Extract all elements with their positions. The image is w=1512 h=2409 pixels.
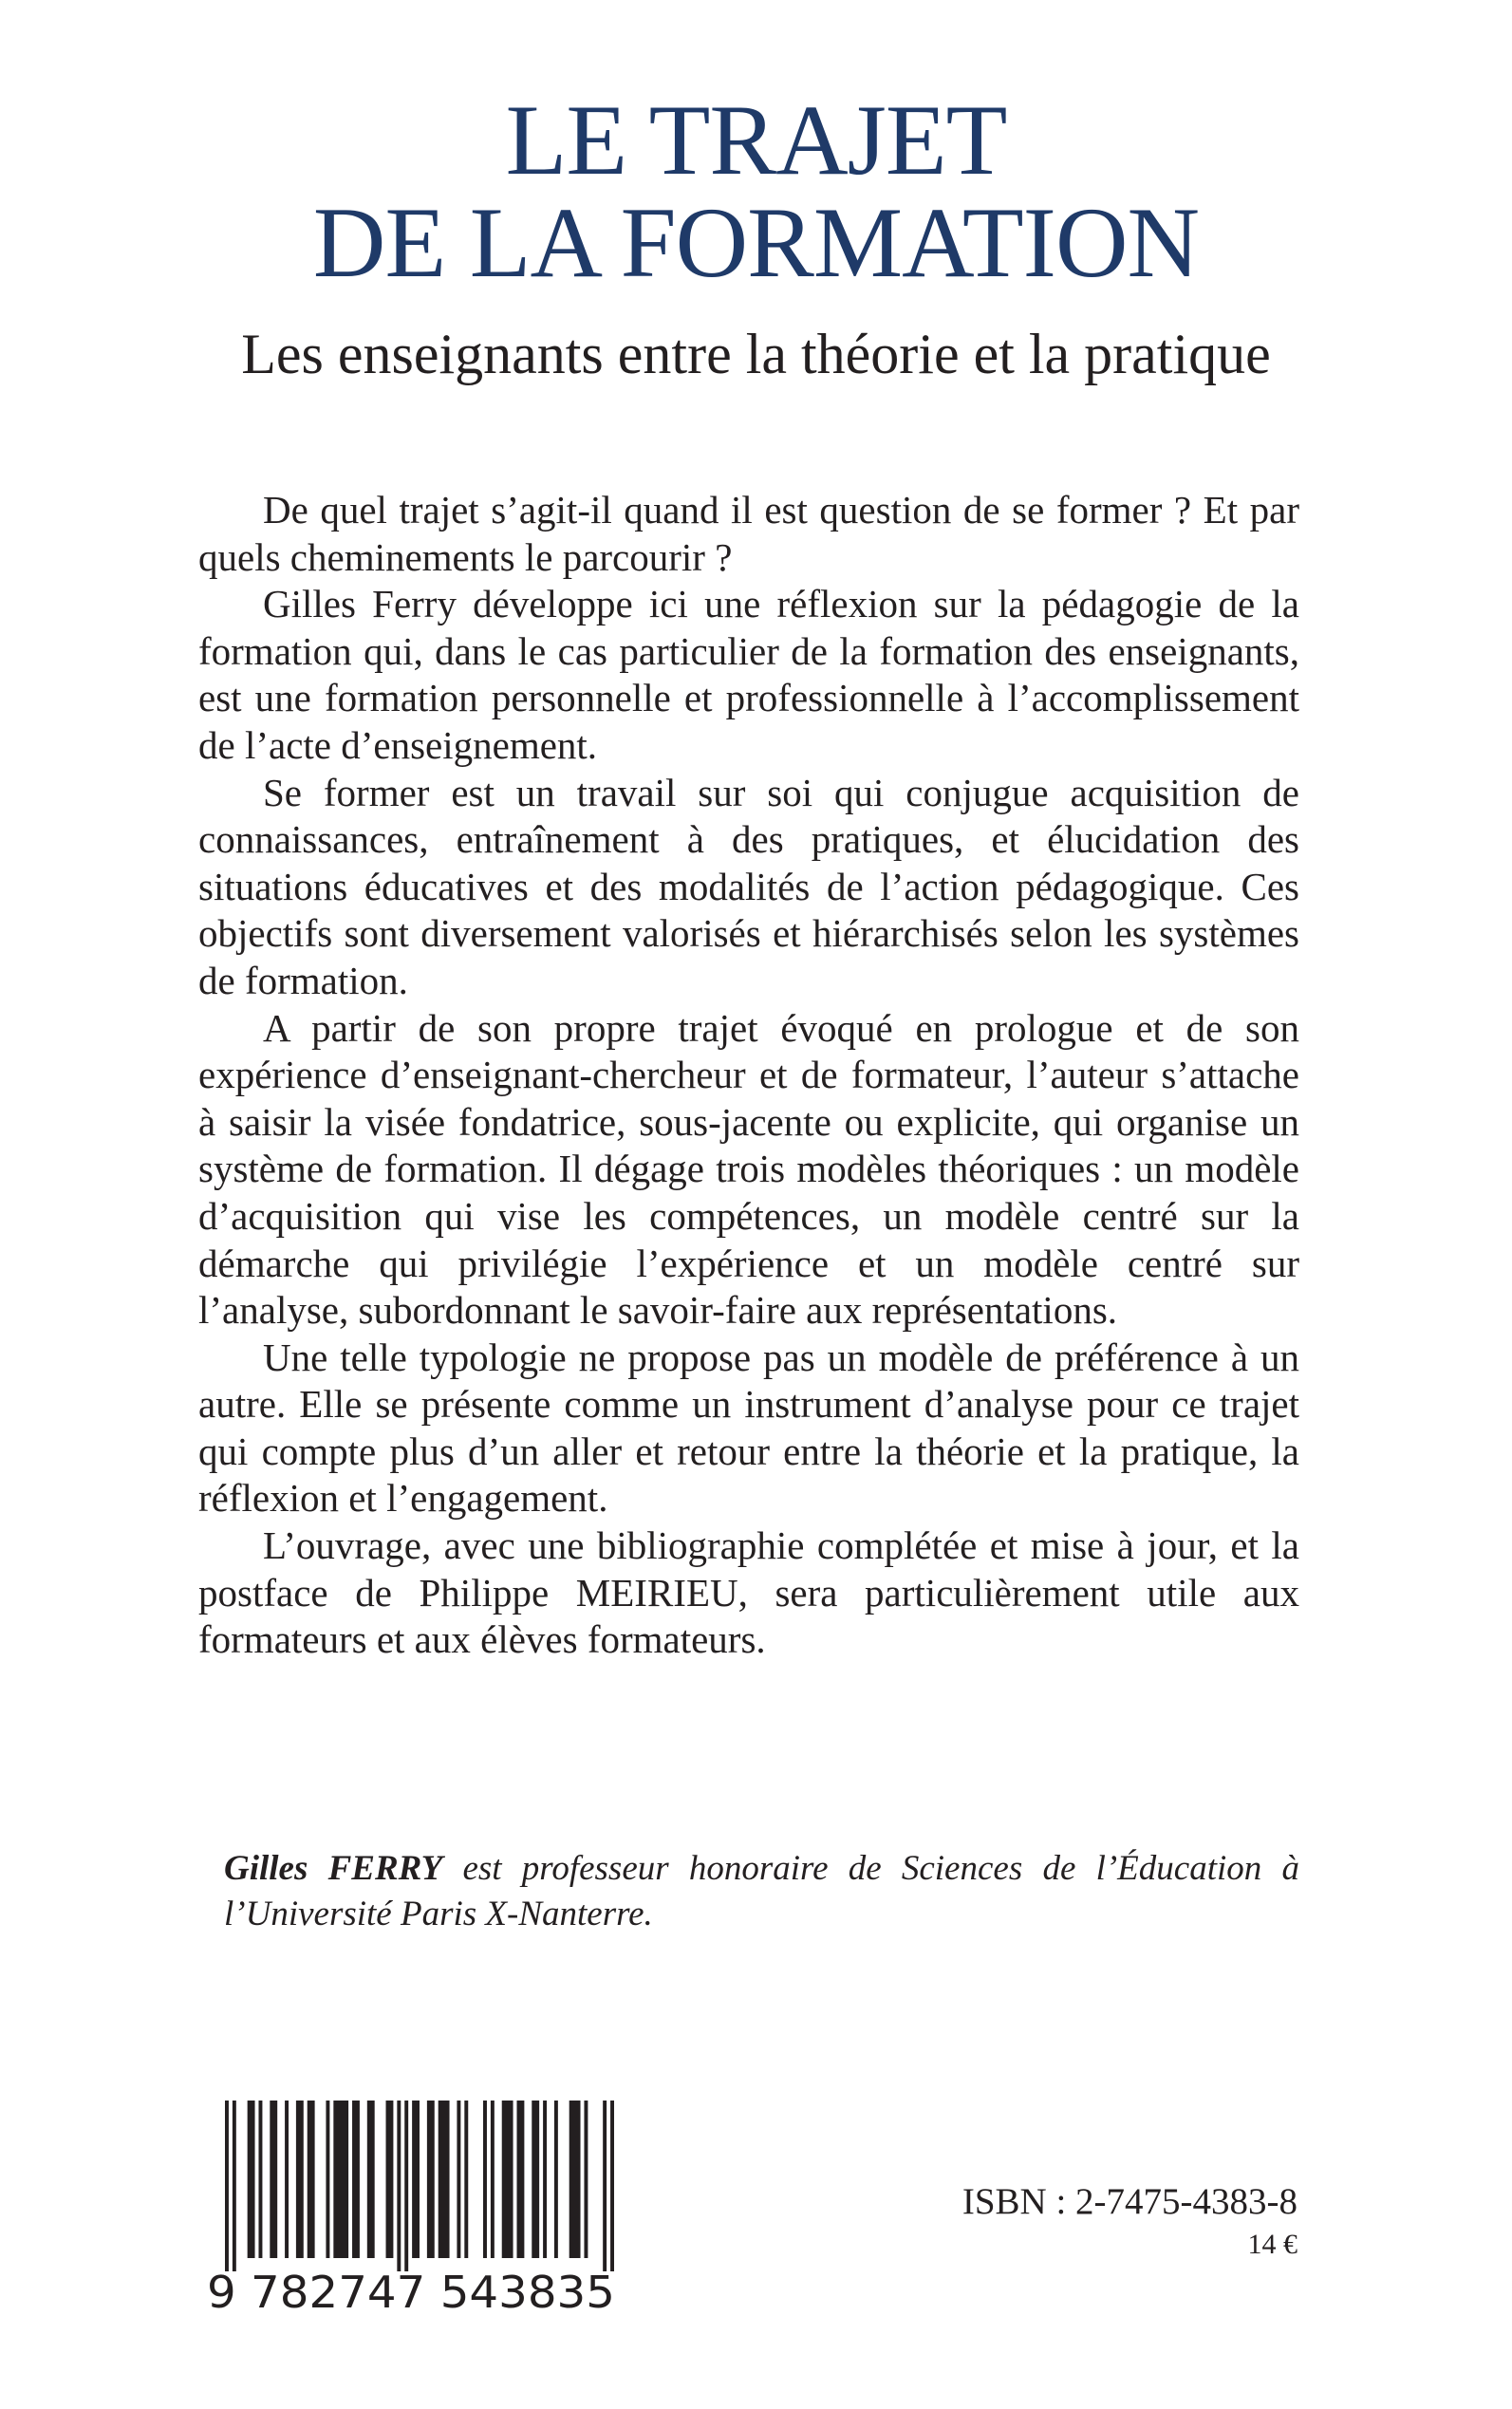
barcode-bar bbox=[397, 2101, 401, 2271]
barcode-bar bbox=[569, 2101, 581, 2258]
price: 14 € bbox=[1247, 2229, 1297, 2260]
barcode-bar bbox=[233, 2101, 236, 2271]
barcode-bar bbox=[367, 2101, 375, 2258]
barcode-bar bbox=[296, 2101, 304, 2258]
barcode-bar bbox=[543, 2101, 547, 2258]
barcode-bar bbox=[404, 2101, 408, 2271]
barcode-bar bbox=[502, 2101, 513, 2258]
barcode-bar bbox=[308, 2101, 315, 2258]
author-note bbox=[224, 1846, 1299, 1937]
barcode-bar bbox=[225, 2101, 229, 2271]
barcode-bar bbox=[412, 2101, 420, 2258]
barcode-bar bbox=[532, 2101, 539, 2258]
barcode-bar bbox=[386, 2101, 394, 2258]
title-line-1: LE TRAJET bbox=[505, 84, 1007, 196]
barcode-bar bbox=[554, 2101, 558, 2258]
barcode-bar bbox=[439, 2101, 450, 2258]
barcode-digits: 9 782747 543835 bbox=[207, 2267, 615, 2313]
subtitle: Les enseignants entre la théorie et la pratique bbox=[241, 323, 1271, 385]
barcode-bar bbox=[248, 2101, 255, 2258]
barcode-bar bbox=[352, 2101, 360, 2258]
blurb-paragraph: De quel trajet s’agit-il quand il est question de se former ? Et par quels cheminements le parcourir ? bbox=[198, 488, 1299, 579]
barcode-bar bbox=[517, 2101, 525, 2258]
barcode-bar bbox=[457, 2101, 460, 2258]
barcode-bar bbox=[464, 2101, 468, 2258]
blurb-paragraph: L’ouvrage, avec une bibliographie complétée et mise à jour, et la postface de Philippe MEIRIEU, sera particulièrement utile aux formateurs et aux élèves formateurs. bbox=[198, 1523, 1299, 1662]
barcode-bar bbox=[483, 2101, 487, 2258]
barcode-bar bbox=[603, 2101, 607, 2271]
blurb-text bbox=[198, 487, 1299, 1664]
barcode-bar bbox=[427, 2101, 435, 2258]
barcode-bar bbox=[270, 2101, 277, 2258]
author-name: Gilles FERRY bbox=[224, 1849, 443, 1888]
blurb-paragraph: Se former est un travail sur soi qui conjugue acquisition de connaissances, entraînement à des pratiques, et élucidation des situations éducatives et des modalités de l’action pédagogique. Ces objectifs sont diversement valorisés et hiérarchisés selon les systèmes de formation. bbox=[198, 770, 1299, 1002]
barcode-bar bbox=[326, 2101, 329, 2258]
title-line-2: DE LA FORMATION bbox=[312, 187, 1200, 298]
author-bio: est professeur honoraire de Sciences de l’Éducation à l’Université Paris X-Nanterre. bbox=[224, 1849, 1299, 1933]
barcode-bar bbox=[610, 2101, 614, 2271]
barcode-bar bbox=[285, 2101, 289, 2258]
blurb-paragraph: Gilles Ferry développe ici une réflexion sur la pédagogie de la formation qui, dans le cas particulier de la formation des enseignants, est une formation personnelle et professionnelle à l’accomplissement de l’acte d’enseignement. bbox=[198, 582, 1299, 767]
blurb-paragraph: A partir de son propre trajet évoqué en prologue et de son expérience d’enseignant-chercheur et de formateur, l’auteur s’attache à saisir la visée fondatrice, sous-jacente ou explicite, qui organise un système de formation. Il dégage trois modèles théoriques : un modèle d’acquisition qui vise les compétences, un modèle centré sur la démarche qui privilégie l’expérience et un modèle centré sur l’analyse, subordonnant le savoir-faire aux représentations. bbox=[198, 1005, 1299, 1333]
barcode bbox=[202, 2101, 620, 2313]
isbn: ISBN : 2-7475-4383-8 bbox=[961, 2181, 1297, 2222]
barcode-bar bbox=[584, 2101, 588, 2258]
blurb-paragraph: Une telle typologie ne propose pas un modèle de préférence à un autre. Elle se présente comme un instrument d’analyse pour ce trajet qui compte plus d’un aller et retour entre la théorie et la pratique, la réflexion et l’engagement. bbox=[198, 1335, 1299, 1521]
barcode-bar bbox=[491, 2101, 495, 2258]
barcode-bar bbox=[333, 2101, 348, 2258]
barcode-bar bbox=[258, 2101, 262, 2258]
